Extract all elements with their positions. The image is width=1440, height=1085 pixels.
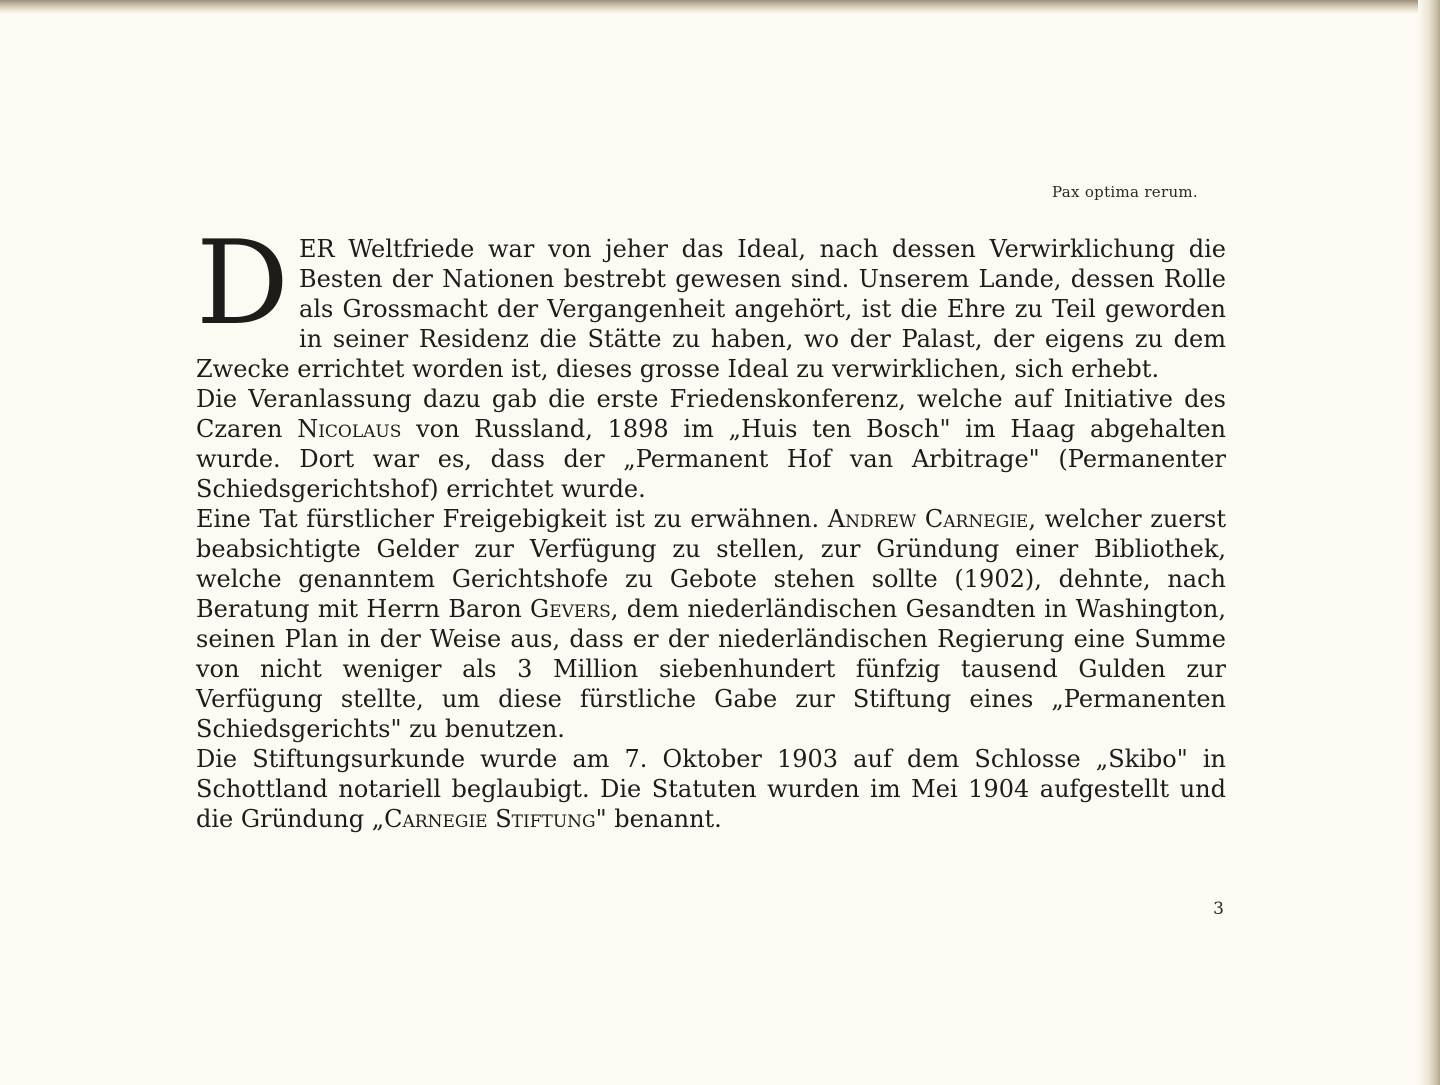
- name-carnegie-stiftung: Carnegie Stiftung: [384, 805, 596, 833]
- drop-cap: D: [196, 216, 290, 351]
- paragraph-conference-text-1: Die Veranlassung dazu gab die erste Friedenskonferenz, welche auf Initiative des Czaren: [196, 385, 1226, 443]
- name-andrew-carnegie: Andrew Carnegie: [827, 505, 1029, 533]
- paragraph-carnegie-text-3: , dem niederländischen Gesandten in Washington, seinen Plan in der Weise aus, dass er der niederländischen Regierung eine Summe von nicht weniger als 3 Million siebenhundert fünfzig tausend Gulden zur Verfügung stellte, um diese fürstliche Gabe zur Stiftung eines „Permanenten Schiedsgerichts" zu benutzen.: [196, 595, 1226, 743]
- page-edge-top: [0, 0, 1440, 14]
- paragraph-carnegie-text-1: Eine Tat fürstlicher Freigebigkeit ist zu erwähnen.: [196, 505, 828, 533]
- name-gevers: Gevers: [530, 595, 611, 623]
- paragraph-foundation-text-1: Die Stiftungsurkunde wurde am 7. Oktober 1903 auf dem Schlosse „Skibo" in Schottland notariell beglaubigt. Die Statuten wurden im Mei 1904 aufgestellt und die Gründung „: [196, 745, 1226, 833]
- paragraph-foundation-text-2: " benannt.: [595, 805, 722, 833]
- paragraph-conference: [196, 384, 1226, 504]
- paragraph-conference-text-2: von Russland, 1898 im „Huis ten Bosch" im Haag abgehalten wurde. Dort war es, dass der „Permanent Hof van Arbitrage" (Permanenter Schiedsgerichtshof) errichtet wurde.: [196, 415, 1227, 503]
- motto: Pax optima rerum.: [1052, 183, 1198, 201]
- paragraph-intro: [196, 216, 1226, 384]
- name-nicolaus: Nicolaus: [297, 415, 402, 443]
- lead-word: ER: [299, 235, 335, 263]
- page-edge-right: [1418, 0, 1440, 1085]
- page-number: 3: [1213, 899, 1224, 919]
- paragraph-carnegie: [196, 504, 1226, 744]
- paragraph-intro-text: Weltfriede war von jeher das Ideal, nach dessen Verwirklichung die Besten der Nationen bestrebt gewesen sind. Unserem Lande, dessen Rolle als Grossmacht der Vergangenheit angehört, ist die Ehre zu Teil geworden in seiner Residenz die Stätte zu haben, wo der Palast, der eigens zu dem Zwecke errichtet worden ist, dieses grosse Ideal zu verwirklichen, sich erhebt.: [196, 235, 1226, 383]
- paragraph-carnegie-text-2: , welcher zuerst beabsichtigte Gelder zur Verfügung zu stellen, zur Gründung einer Bibliothek, welche genanntem Gerichtshofe zu Gebote stehen sollte (1902), dehnte, nach Beratung mit Herrn Baron: [196, 505, 1227, 623]
- paragraph-foundation: [196, 744, 1226, 834]
- body-text: [196, 216, 1227, 834]
